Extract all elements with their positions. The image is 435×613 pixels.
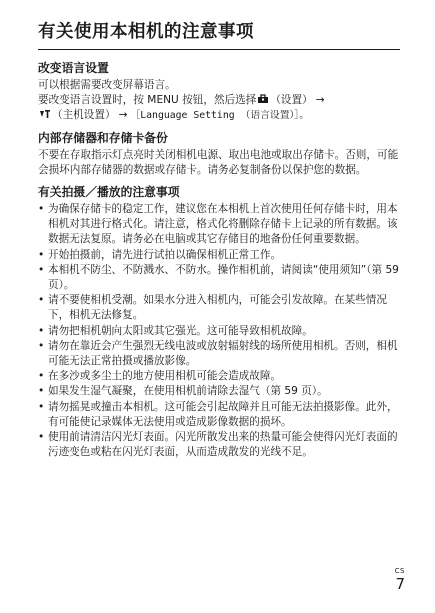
precautions-list [38,202,400,460]
page-number: 7 [395,575,405,593]
list-item: • 在多沙或多尘土的地方使用相机可能会造成故障。 [38,369,400,384]
language-setting-item: ［Language Setting （语言设置）］。 [130,110,310,122]
list-item: • 请不要使相机受潮。如果水分进入相机内，可能会引发故障。在某些情况下，相机无法修复。 [38,293,400,323]
shooting-heading: 有关拍摄／播放的注意事项 [38,185,180,200]
language-code: CS [394,567,405,575]
toolbox-icon [257,93,269,104]
list-item: • 为确保存储卡的稳定工作，建议您在本相机上首次使用任何存储卡时，用本相机对其进行格式化。请注意，格式化将删除存储卡上记录的所有数据。该数据无法复原。请务必在电脑或其它存储目的地备份任何重要数据。 [38,202,400,248]
page-title: 有关使用本相机的注意事项 [38,18,400,50]
language-line1: 可以根据需要改变屏幕语言。 [38,79,176,91]
list-item: • 请勿在靠近会产生强烈无线电波或放射辐射线的场所使用相机。否则，相机可能无法正常拍摄或播放影像。 [38,339,400,369]
backup-heading: 内部存储器和存储卡备份 [38,130,168,145]
list-item: • 如果发生湿气凝聚，在使用相机前请除去湿气（第 59 页）。 [38,384,400,399]
arrow-right-icon: → [315,94,325,107]
language-section [38,60,400,124]
backup-body: 不要在存取指示灯点亮时关闭相机电源、取出电池或取出存储卡。否则，可能会损坏内部存储器的数据或存储卡。请务必复制备份以保护您的数据。 [38,148,399,176]
list-item: • 使用前请清洁闪光灯表面。闪光所散发出来的热量可能会使得闪光灯表面的污迹变色或粘在闪光灯表面，从而造成散发的光线不足。 [38,430,400,460]
page-footer [395,567,405,593]
list-item: • 开始拍摄前，请先进行试拍以确保相机正常工作。 [38,248,400,263]
backup-section [38,130,400,178]
manual-page [38,18,400,460]
list-item: • 请勿把相机朝向太阳或其它强光。这可能导致相机故障。 [38,324,400,339]
arrow-right-icon: → [118,109,128,122]
list-item: • 请勿摇晃或撞击本相机。这可能会引起故障并且可能无法拍摄影像。此外，有可能使记录媒体无法使用或造成影像数据的损坏。 [38,400,400,430]
language-heading: 改变语言设置 [38,61,109,75]
main-setup-icon [39,108,51,119]
language-instruction: 要改变语言设置时，按 MENU 按钮，然后选择 [38,94,257,107]
language-line2 [38,93,400,123]
setup-label: （设置） [270,94,313,107]
shooting-section [38,184,400,460]
list-item: • 本相机不防尘、不防溅水、不防水。操作相机前，请阅读“使用须知”（第 59 页）。 [38,263,400,293]
main-setup-label: （主机设置） [52,109,116,122]
